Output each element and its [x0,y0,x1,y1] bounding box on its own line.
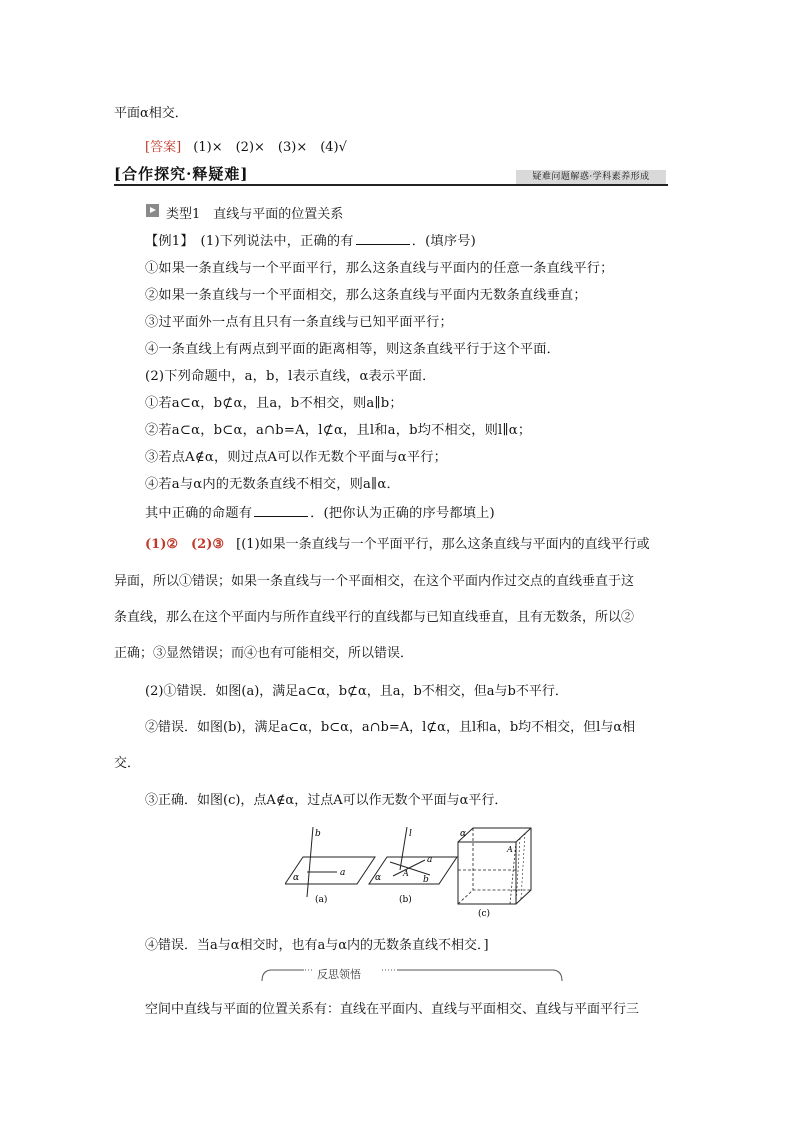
ask-row [145,502,495,521]
figure-b-line-l [400,827,407,870]
figure-b-line-b [393,860,425,876]
figure-c-label-alpha: α [460,829,467,839]
figure-b-plane [369,857,457,884]
solution-p2: (2)①错误．如图(a)，满足a⊂α，b⊄α，且a，b不相交，但a与b不平行． [145,684,568,699]
figure-b-label-a: a [427,855,433,865]
item2-3: ③若点A∉α，则过点A可以作无数个平面与α平行； [145,450,447,465]
reflect-frame-right [398,970,562,981]
reflect-label: 反思领悟 [317,968,361,981]
example-head [145,230,476,249]
figure-a-line-b [307,827,313,897]
solution-first-row [145,533,650,552]
section-tag: 疑难问题解惑·学科素养形成 [516,170,666,184]
figure-c-shade-3 [521,833,525,899]
figure-b-label-alpha: α [375,873,382,883]
solution-p3-line2: 交． [114,756,141,771]
reflect-text: 空间中直线与平面的位置关系有：直线在平面内、直线与平面相交、直线与平面平行三 [145,1002,640,1017]
figure-c-shade-2 [516,838,520,904]
item2-1: ①若a⊂α，b⊄α，且a，b不相交，则a∥b； [145,396,403,411]
figure-c-caption: (c) [478,909,491,919]
item2-4: ④若a与α内的无数条直线不相交，则a∥α． [145,477,400,492]
item1-2: ②如果一条直线与一个平面相交，那么这条直线与平面内无数条直线垂直； [145,288,587,303]
play-triangle-icon [146,204,159,217]
solution-p4: ③正确．如图(c)，点A∉α，过点A可以作无数个平面与α平行． [145,793,508,808]
item2-2: ②若a⊂α，b⊂α，a∩b=A，l⊄α，且l和a，b均不相交，则l∥α； [145,423,532,438]
figure-b-label-l: l [409,829,412,839]
type1-label: 类型1 直线与平面的位置关系 [166,207,344,222]
figure-c [458,828,531,919]
reflect-frame-left [262,970,304,981]
figure-c-label-A: A [507,845,513,854]
example-head-tail: ．(填序号) [411,234,476,249]
solution-p1-line2: 异面，所以①错误；如果一条直线与一个平面相交，在这个平面内作过交点的直线垂直于这 [114,574,635,589]
figure-a-label-alpha: α [293,873,300,883]
figure-a-label-a: a [340,868,346,878]
solution-p5: ④错误．当a与α相交时，也有a与α内的无数条直线不相交．] [145,938,489,953]
line-plane-text: 平面α相交． [114,106,188,121]
ask-tail: ．(把你认为正确的序号都填上) [310,506,495,521]
item1-1: ①如果一条直线与一个平面平行，那么这条直线与平面内的任意一条直线平行； [145,261,614,276]
answer-blank-1 [356,232,410,245]
item1-4: ④一条直线上有两点到平面的距离相等，则这条直线平行于这个平面． [145,342,561,357]
example-head-text: 【例1】 (1)下列说法中，正确的有 [145,234,354,249]
reflect-frame [258,966,566,982]
figure-b-label-A: A [403,869,409,878]
figure-a-caption: (a) [315,895,328,905]
section-rule [114,184,668,186]
figures-svg [285,822,535,922]
figure-b-label-b: b [423,875,429,885]
section-title: [合作探究·释疑难] [114,165,249,183]
solution-p1-line3: 条直线，那么在这个平面内与所作直线平行的直线都与已知直线垂直，且有无数条，所以② [114,610,635,625]
figure-b-line-a [390,862,430,875]
figure-c-top-edge [516,828,531,842]
figure-c-hidden-bottom [458,890,531,904]
answer-label: [答案] [145,140,182,155]
figure-b [369,827,457,905]
solution-p1-line1: [(1)如果一条直线与一个平面平行，那么这条直线与平面内的直线平行或 [236,537,650,552]
answer-blank-2 [254,504,308,517]
figure-a [285,827,375,905]
item1-3: ③过平面外一点有且只有一条直线与已知平面平行； [145,315,453,330]
figure-b-caption: (b) [399,895,412,905]
solution-p3-line1: ②错误．如图(b)，满足a⊂α，b⊂α，a∩b=A，l⊄α，且l和a，b均不相交，但l与α相 [145,720,636,735]
ask-text: 其中正确的命题有 [145,506,253,521]
part2-text: (2)下列命题中，a，b，l表示直线，α表示平面． [145,369,436,384]
answer-row [145,136,347,155]
solution-answer: (1)② (2)③ [145,537,225,552]
figure-a-label-b: b [315,829,321,839]
solution-p1-line4: 正确；③显然错误；而④也有可能相交，所以错误． [114,646,414,661]
answer-text: (1)× (2)× (3)× (4)√ [193,140,347,155]
